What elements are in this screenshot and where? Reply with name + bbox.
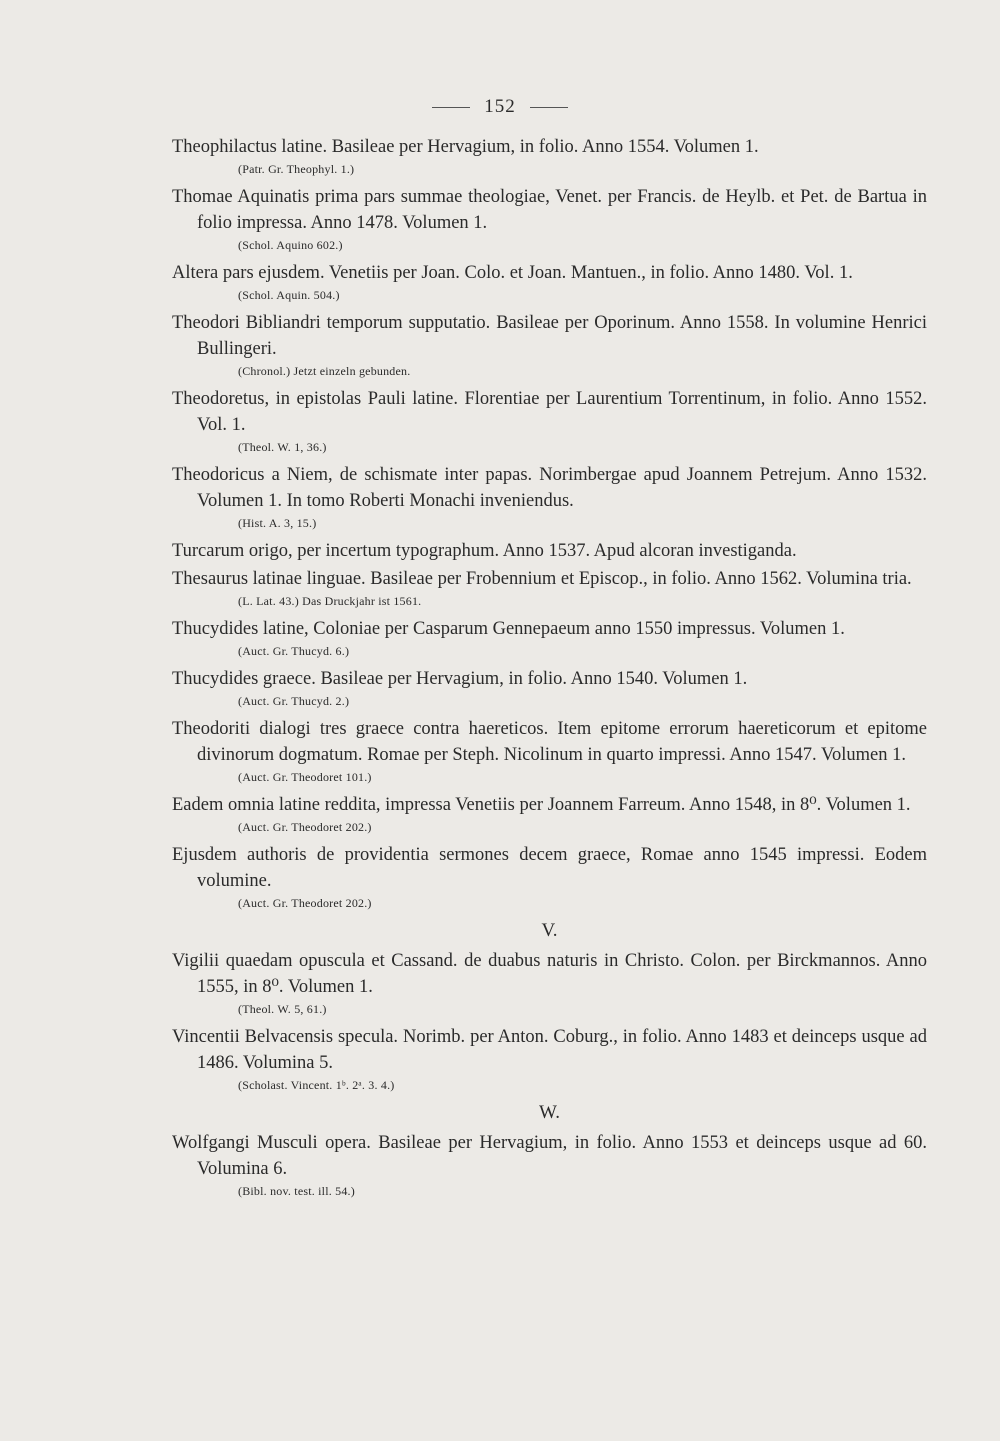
catalog-entry — [172, 566, 927, 610]
entry-shelfmark: (Auct. Gr. Theodoret 101.) — [238, 770, 372, 784]
catalog-entry — [172, 462, 927, 532]
entry-text: Thomae Aquinatis prima pars summae theologiae, Venet. per Francis. de Heylb. et Pet. de Bartua in folio impressa. Anno 1478. Volumen 1. — [172, 187, 927, 233]
entry-text: Thucydides graece. Basileae per Hervagium, in folio. Anno 1540. Volumen 1. — [172, 669, 748, 689]
entry-text: Vincentii Belvacensis specula. Norimb. per Anton. Coburg., in folio. Anno 1483 et deinceps usque ad 1486. Volumina 5. — [172, 1027, 927, 1073]
catalog-entry — [172, 1130, 927, 1200]
section-heading-v: V. — [541, 920, 558, 941]
entry-shelfmark: (Bibl. nov. test. ill. 54.) — [238, 1184, 355, 1198]
entry-shelfmark: (Hist. A. 3, 15.) — [238, 516, 317, 530]
entry-list-t — [172, 134, 927, 912]
catalog-entry — [172, 716, 927, 786]
catalog-entry — [172, 184, 927, 254]
entry-text: Eadem omnia latine reddita, impressa Venetiis per Joannem Farreum. Anno 1548, in 8⁰. Volumen 1. — [172, 795, 911, 815]
entry-shelfmark: (Auct. Gr. Theodoret 202.) — [238, 820, 372, 834]
entry-shelfmark: (Auct. Gr. Thucyd. 6.) — [238, 644, 350, 658]
catalog-entry — [172, 310, 927, 380]
entry-text: Vigilii quaedam opuscula et Cassand. de duabus naturis in Christo. Colon. per Birckmannos. Anno 1555, in 8⁰. Volumen 1. — [172, 951, 927, 997]
entry-text: Ejusdem authoris de providentia sermones decem graece, Romae anno 1545 impressi. Eodem volumine. — [172, 845, 927, 891]
entry-shelfmark: (Schol. Aquino 602.) — [238, 238, 343, 252]
catalog-entry — [172, 1024, 927, 1094]
page-number: 152 — [484, 96, 516, 117]
entry-text: Theodori Bibliandri temporum supputatio. Basileae per Oporinum. Anno 1558. In volumine Henrici Bullingeri. — [172, 313, 927, 359]
entry-text: Theodoriti dialogi tres graece contra haereticos. Item epitome errorum haereticorum et epitome divinorum dogmatum. Romae per Steph. Nicolinum in quarto impressi. Anno 1547. Volumen 1. — [172, 719, 927, 765]
entry-text: Theodoretus, in epistolas Pauli latine. Florentiae per Laurentium Torrentinum, in folio. Anno 1552. Vol. 1. — [172, 389, 927, 435]
catalog-entry — [172, 948, 927, 1018]
section-heading-w: W. — [539, 1102, 560, 1123]
entry-shelfmark: (Chronol.) Jetzt einzeln gebunden. — [238, 364, 411, 378]
entry-shelfmark: (Theol. W. 1, 36.) — [238, 440, 327, 454]
catalog-entry — [172, 792, 927, 836]
entry-shelfmark: (Schol. Aquin. 504.) — [238, 288, 340, 302]
catalog-content — [172, 134, 927, 1206]
entry-shelfmark: (Scholast. Vincent. 1ᵇ. 2ᵃ. 3. 4.) — [238, 1078, 395, 1092]
entry-list-w — [172, 1130, 927, 1200]
catalog-entry — [172, 260, 927, 304]
page-header — [0, 96, 1000, 118]
entry-shelfmark: (Auct. Gr. Theodoret 202.) — [238, 896, 372, 910]
header-rule-left — [432, 107, 470, 108]
entry-text: Wolfgangi Musculi opera. Basileae per Hervagium, in folio. Anno 1553 et deinceps usque ad 60. Volumina 6. — [172, 1133, 927, 1179]
entry-shelfmark: (Auct. Gr. Thucyd. 2.) — [238, 694, 350, 708]
entry-text: Altera pars ejusdem. Venetiis per Joan. Colo. et Joan. Mantuen., in folio. Anno 1480. Vol. 1. — [172, 263, 853, 283]
catalog-entry — [172, 538, 927, 564]
entry-text: Turcarum origo, per incertum typographum. Anno 1537. Apud alcoran investiganda. — [172, 541, 797, 561]
entry-text: Theodoricus a Niem, de schismate inter papas. Norimbergae apud Joannem Petrejum. Anno 1532. Volumen 1. In tomo Roberti Monachi inveniendus. — [172, 465, 927, 511]
entry-text: Thucydides latine, Coloniae per Casparum Gennepaeum anno 1550 impressus. Volumen 1. — [172, 619, 845, 639]
entry-text: Theophilactus latine. Basileae per Hervagium, in folio. Anno 1554. Volumen 1. — [172, 137, 759, 157]
entry-text: Thesaurus latinae linguae. Basileae per Frobennium et Episcop., in folio. Anno 1562. Volumina tria. — [172, 569, 912, 589]
catalog-entry — [172, 616, 927, 660]
catalog-entry — [172, 666, 927, 710]
entry-shelfmark: (L. Lat. 43.) Das Druckjahr ist 1561. — [238, 594, 422, 608]
catalog-entry — [172, 842, 927, 912]
catalog-entry — [172, 134, 927, 178]
entry-list-v — [172, 948, 927, 1094]
entry-shelfmark: (Patr. Gr. Theophyl. 1.) — [238, 162, 355, 176]
catalog-entry — [172, 386, 927, 456]
header-rule-right — [530, 107, 568, 108]
entry-shelfmark: (Theol. W. 5, 61.) — [238, 1002, 327, 1016]
